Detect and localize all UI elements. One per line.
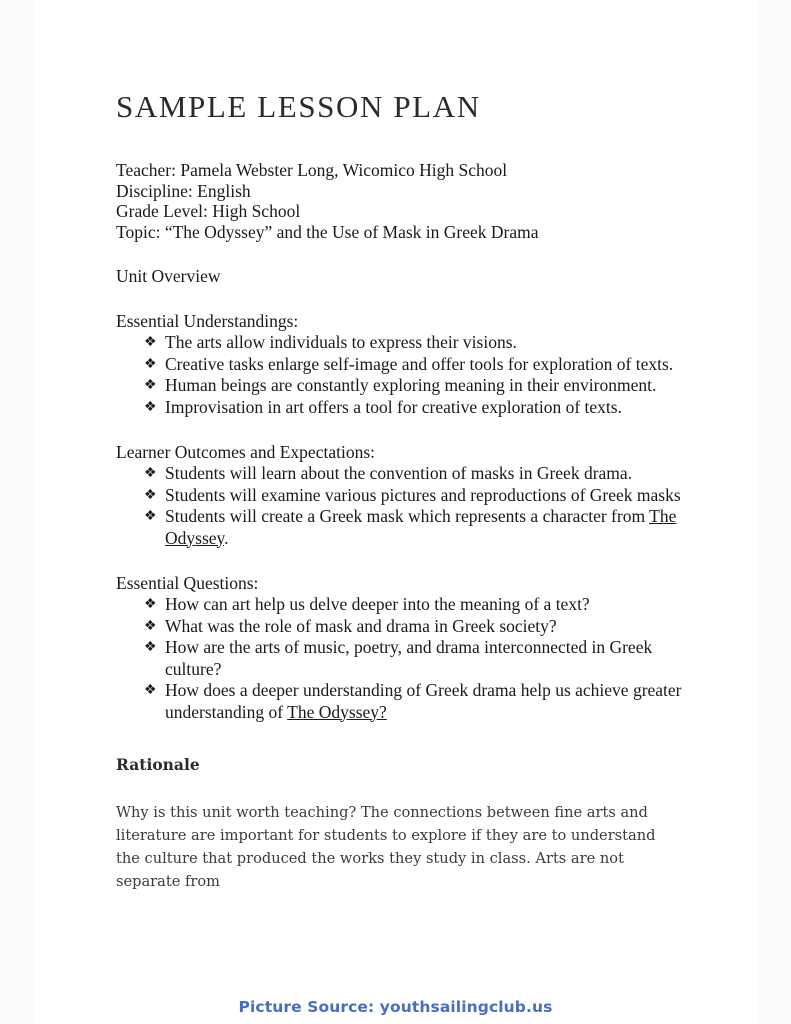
list-learner-outcomes — [116, 463, 696, 549]
list-item — [116, 616, 696, 638]
diamond-bullet-icon: ❖ — [144, 399, 157, 415]
work-title-underlined: The Odyssey — [165, 506, 677, 548]
diamond-bullet-icon: ❖ — [144, 356, 157, 372]
meta-line-grade-level: Grade Level: High School — [116, 201, 301, 221]
diamond-bullet-icon: ❖ — [144, 640, 157, 655]
list-item-label: How can art help us delve deeper into the meaning of a text? — [165, 594, 590, 614]
list-item — [116, 332, 696, 354]
list-item-label — [165, 506, 676, 548]
list-item — [116, 680, 696, 723]
diamond-bullet-icon: ❖ — [144, 378, 157, 393]
list-item — [116, 463, 696, 485]
page-right-margin — [758, 0, 791, 1024]
section-heading-rationale: Rationale — [116, 755, 200, 774]
diamond-bullet-icon: ❖ — [144, 335, 157, 350]
section-heading-learner-outcomes: Learner Outcomes and Expectations: — [116, 442, 375, 462]
list-essential-understandings — [116, 332, 696, 418]
work-title-underlined: The Odyssey? — [287, 701, 387, 722]
list-item-label: How are the arts of music, poetry, and drama interconnected in Greek culture? — [165, 637, 653, 679]
diamond-bullet-icon: ❖ — [144, 597, 157, 612]
lesson-metadata — [116, 160, 696, 242]
list-essential-questions — [116, 594, 696, 723]
list-item — [116, 397, 696, 419]
list-item-label: The arts allow individuals to express their visions. — [165, 332, 517, 352]
list-item-label — [165, 680, 682, 722]
list-item-label: Human beings are constantly exploring meaning in their environment. — [165, 375, 657, 395]
list-item — [116, 594, 696, 616]
list-item-label: Students will learn about the convention of masks in Greek drama. — [165, 463, 633, 483]
unit-overview-heading: Unit Overview — [116, 266, 221, 286]
meta-line-topic: Topic: “The Odyssey” and the Use of Mask in Greek Drama — [116, 221, 539, 242]
section-heading-essential-understandings: Essential Understandings: — [116, 311, 299, 331]
list-item — [116, 637, 696, 680]
section-heading-essential-questions: Essential Questions: — [116, 573, 259, 593]
diamond-bullet-icon: ❖ — [144, 618, 157, 634]
diamond-bullet-icon: ❖ — [144, 683, 157, 698]
list-item — [116, 506, 696, 549]
list-item-label: What was the role of mask and drama in Greek society? — [165, 615, 557, 636]
list-item — [116, 485, 696, 507]
diamond-bullet-icon: ❖ — [144, 509, 157, 524]
page-left-margin — [0, 0, 34, 1024]
list-item-label: Creative tasks enlarge self-image and offer tools for exploration of texts. — [165, 353, 674, 374]
rationale-paragraph: Why is this unit worth teaching? The connections between fine arts and literature are important for students to explore if they are to understand the culture that produced the works they study in class. Arts are not separate from — [116, 804, 656, 890]
list-item-text-before: How does a deeper understanding of Greek drama help us achieve greater understanding of — [165, 680, 682, 722]
list-item-label: Students will examine various pictures and reproductions of Greek masks — [165, 484, 681, 505]
document-body — [116, 0, 696, 908]
list-item — [116, 375, 696, 397]
source-caption: Picture Source: youthsailingclub.us — [238, 998, 553, 1016]
meta-line-discipline: Discipline: English — [116, 180, 251, 201]
page-title: SAMPLE LESSON PLAN — [116, 89, 481, 124]
list-item-text-before: Students will create a Greek mask which represents a character from — [165, 506, 650, 526]
meta-line-teacher: Teacher: Pamela Webster Long, Wicomico High School — [116, 160, 508, 180]
diamond-bullet-icon: ❖ — [144, 466, 157, 481]
diamond-bullet-icon: ❖ — [144, 487, 157, 503]
list-item — [116, 354, 696, 376]
list-item-text-after: . — [224, 527, 229, 548]
list-item-label: Improvisation in art offers a tool for creative exploration of texts. — [165, 396, 622, 417]
